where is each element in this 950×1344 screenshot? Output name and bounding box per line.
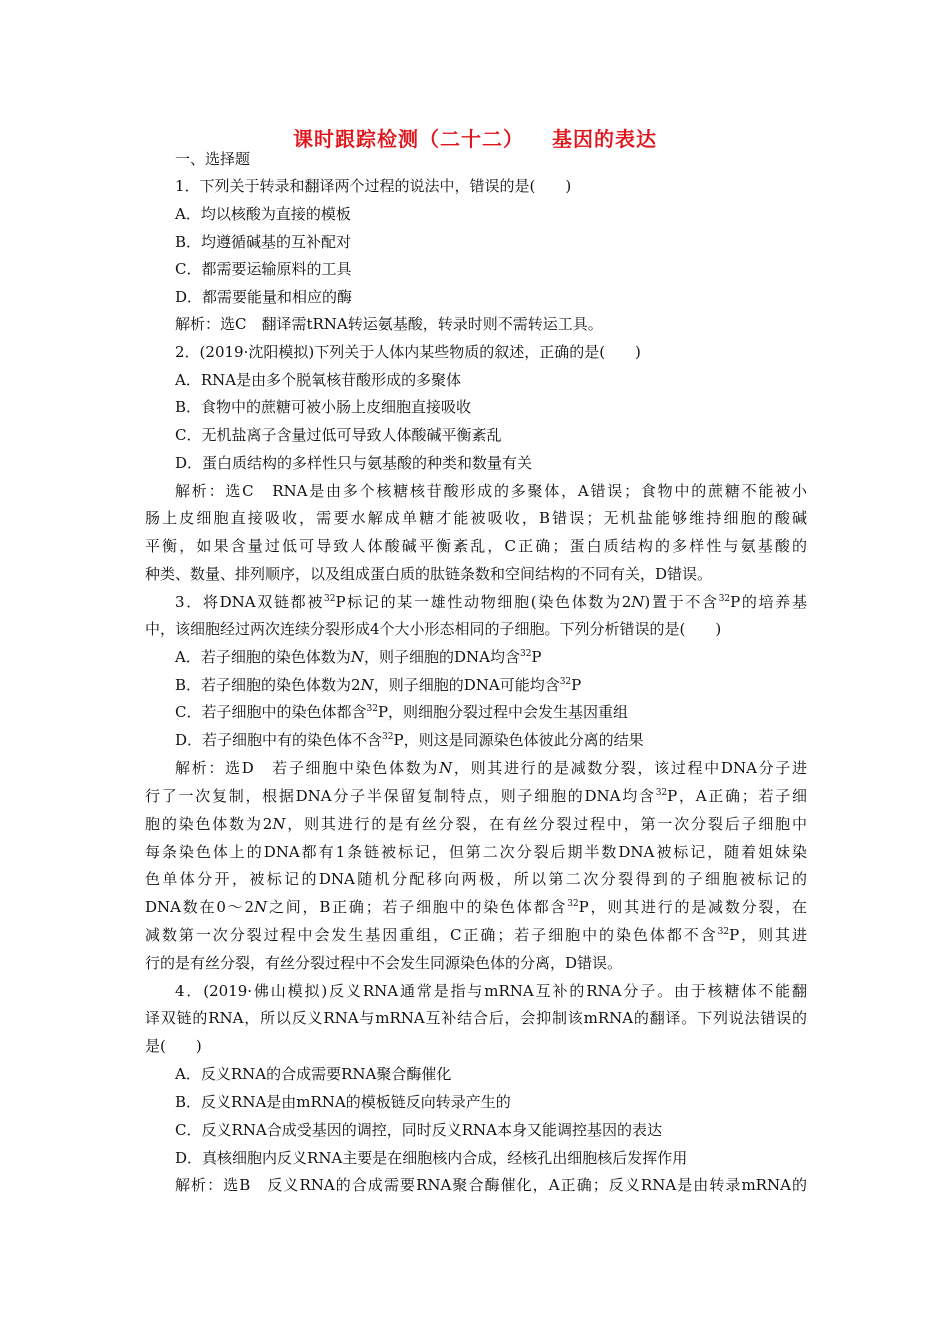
q4-option-b: B．反义RNA是由mRNA的模板链反向转录产生的 <box>175 1093 511 1111</box>
q3-stem-line1: 3．将DNA双链都被$^{32}$P标记的某一雄性动物细胞(染色体数为2N)置于不含$^{32}$P的培养基 <box>175 593 807 611</box>
q3-option-d: D．若子细胞中有的染色体不含$^{32}$P，则这是同源染色体彼此分离的结果 <box>175 731 644 749</box>
q3-analysis-line: 胞的染色体数为2N，则其进行的是有丝分裂，在有丝分裂过程中，第一次分裂后子细胞中 <box>145 815 807 833</box>
q1-option-a: A．均以核酸为直接的模板 <box>175 205 351 223</box>
q1-stem: 1．下列关于转录和翻译两个过程的说法中，错误的是( ) <box>175 177 572 195</box>
q4-stem-line1: 4．(2019·佛山模拟)反义RNA通常是指与mRNA互补的RNA分子。由于核糖体不能翻 <box>175 982 807 1000</box>
q1-option-b: B．均遵循碱基的互补配对 <box>175 233 352 251</box>
q3-analysis-line: 行的是有丝分裂，有丝分裂过程中不会发生同源染色体的分离，D错误。 <box>145 954 623 972</box>
q2-option-a: A．RNA是由多个脱氧核苷酸形成的多聚体 <box>175 371 462 389</box>
q1-analysis: 解析：选C 翻译需tRNA转运氨基酸，转录时则不需转运工具。 <box>175 315 603 333</box>
q3-analysis-line: 行了一次复制，根据DNA分子半保留复制特点，则子细胞的DNA均含$^{32}$P，A正确；若子细 <box>145 787 807 805</box>
q3-analysis-line: 每条染色体上的DNA都有1条链被标记，但第二次分裂后期半数DNA被标记，随着姐妹染 <box>145 843 807 861</box>
q3-analysis-line: 减数第一次分裂过程中会发生基因重组，C正确；若子细胞中的染色体都不含$^{32}$P，则其进 <box>145 926 808 944</box>
q2-option-c: C．无机盐离子含量过低可导致人体酸碱平衡紊乱 <box>175 426 502 444</box>
q1-option-d: D．都需要能量和相应的酶 <box>175 288 353 306</box>
q3-analysis-line: 解析：选D 若子细胞中染色体数为N，则其进行的是减数分裂，该过程中DNA分子进 <box>175 759 807 777</box>
q1-option-c: C．都需要运输原料的工具 <box>175 260 352 278</box>
q4-analysis-line: 解析：选B 反义RNA的合成需要RNA聚合酶催化，A正确；反义RNA是由转录mRNA的 <box>175 1176 807 1194</box>
q2-analysis-line: 解析：选C RNA是由多个核糖核苷酸形成的多聚体，A错误；食物中的蔗糖不能被小 <box>175 482 807 500</box>
section-heading: 一、选择题 <box>175 150 251 168</box>
title-sub: 基因的表达 <box>552 127 657 151</box>
q2-analysis-line: 平衡，如果含量过低可导致人体酸碱平衡紊乱，C正确；蛋白质结构的多样性与氨基酸的 <box>145 537 807 555</box>
title-main: 课时跟踪检测（二十二） <box>293 127 524 151</box>
q2-stem: 2．(2019·沈阳模拟)下列关于人体内某些物质的叙述，正确的是( ) <box>175 343 641 361</box>
q3-option-b: B．若子细胞的染色体数为2N，则子细胞的DNA可能均含$^{32}$P <box>175 676 582 694</box>
q3-analysis-line: 色单体分开，被标记的DNA随机分配移向两极，所以第二次分裂得到的子细胞被标记的 <box>145 870 807 888</box>
page-title <box>0 123 950 152</box>
q2-analysis-line: 种类、数量、排列顺序，以及组成蛋白质的肽链条数和空间结构的不同有关，D错误。 <box>145 565 713 583</box>
q3-analysis-line: DNA数在0～2N之间，B正确；若子细胞中的染色体都含$^{32}$P，则其进行的是减数分裂，在 <box>145 898 807 916</box>
q4-option-c: C．反义RNA合成受基因的调控，同时反义RNA本身又能调控基因的表达 <box>175 1121 662 1139</box>
q4-stem-line2: 译双链的RNA，所以反义RNA与mRNA互补结合后，会抑制该mRNA的翻译。下列说法错误的 <box>145 1009 807 1027</box>
q4-option-a: A．反义RNA的合成需要RNA聚合酶催化 <box>175 1065 452 1083</box>
q3-option-a: A．若子细胞的染色体数为N，则子细胞的DNA均含$^{32}$P <box>175 648 542 666</box>
q3-option-c: C．若子细胞中的染色体都含$^{32}$P，则细胞分裂过程中会发生基因重组 <box>175 703 629 721</box>
q2-option-d: D．蛋白质结构的多样性只与氨基酸的种类和数量有关 <box>175 454 533 472</box>
q3-stem-line2: 中，该细胞经过两次连续分裂形成4个大小形态相同的子细胞。下列分析错误的是( ) <box>145 620 722 638</box>
q4-option-d: D．真核细胞内反义RNA主要是在细胞核内合成，经核孔出细胞核后发挥作用 <box>175 1149 688 1167</box>
q4-stem-line3: 是( ) <box>145 1037 202 1055</box>
q2-option-b: B．食物中的蔗糖可被小肠上皮细胞直接吸收 <box>175 398 472 416</box>
q2-analysis-line: 肠上皮细胞直接吸收，需要水解成单糖才能被吸收，B错误；无机盐能够维持细胞的酸碱 <box>145 509 807 527</box>
